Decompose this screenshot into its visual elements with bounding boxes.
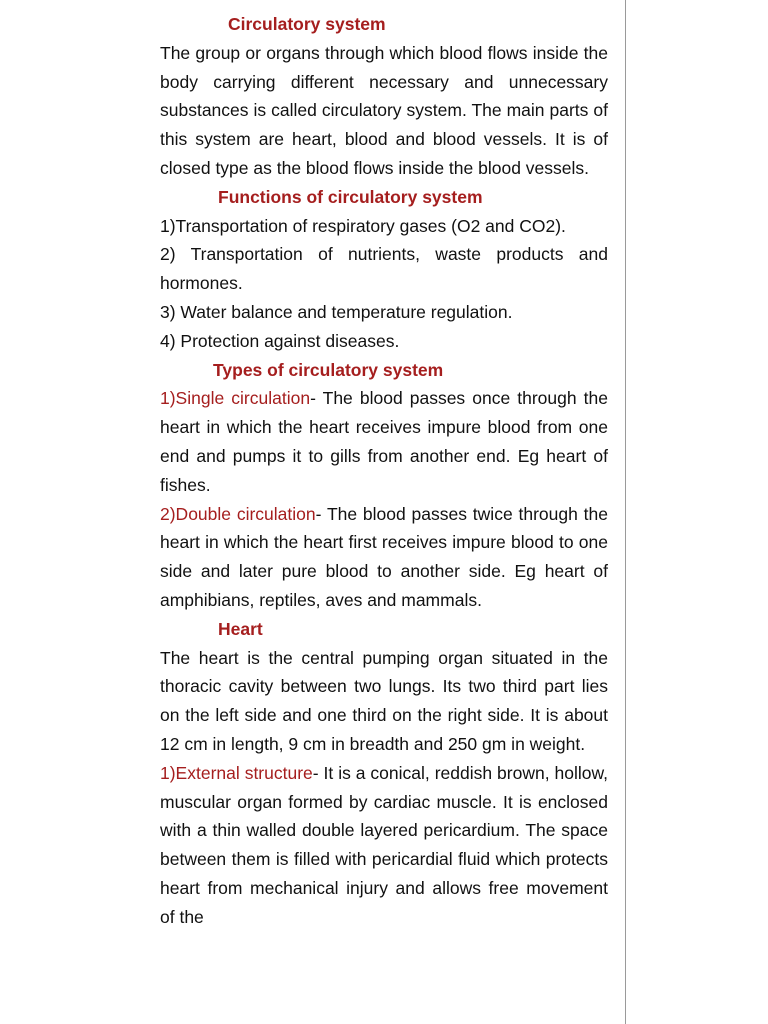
paragraph-external-structure [160,759,608,932]
function-item-4: 4) Protection against diseases. [160,330,400,351]
paragraph-double-circulation [160,500,608,615]
paragraph-single-circulation [160,384,608,499]
document-content [160,10,608,932]
function-item-1: 1)Transportation of respiratory gases (O2 and CO2). [160,215,566,236]
heading-circulatory-system: Circulatory system [228,14,386,34]
text-double-circulation: - The blood passes twice through the heart in which the heart first receives impure blood to one side and later pure blood to another side. Eg heart of amphibians, reptiles, aves and mammals. [160,503,608,610]
page-margin-line [625,0,626,1024]
text-single-circulation: - The blood passes once through the heart in which the heart receives impure blood from one end and pumps it to gills from another end. Eg heart of fishes. [160,388,609,495]
paragraph-heart-description: The heart is the central pumping organ situated in the thoracic cavity between two lungs. Its two third part lies on the left side and one third on the right side. It is about 12 cm in length, 9 cm in breadth and 250 gm in weight. [160,647,608,754]
heading-functions: Functions of circulatory system [218,186,483,207]
heading-types: Types of circulatory system [213,359,444,380]
function-item-2: 2) Transportation of nutrients, waste products and hormones. [160,244,608,294]
term-double-circulation: 2)Double circulation [160,503,316,524]
heading-heart: Heart [218,618,263,639]
function-item-3: 3) Water balance and temperature regulation. [160,301,513,322]
text-external-structure: - It is a conical, reddish brown, hollow, muscular organ formed by cardiac muscle. It is enclosed with a thin walled double layered pericardium. The space between them is filled with pericardial fluid which protects heart from mechanical injury and allows free movement of the [160,762,608,927]
paragraph-circulatory-definition: The group or organs through which blood flows inside the body carrying different necessary and unnecessary substances is called circulatory system. The main parts of this system are heart, blood and blood vessels. It is of closed type as the blood flows inside the blood vessels. [160,42,608,178]
term-single-circulation: 1)Single circulation [160,388,311,409]
term-external-structure: 1)External structure [160,762,313,783]
